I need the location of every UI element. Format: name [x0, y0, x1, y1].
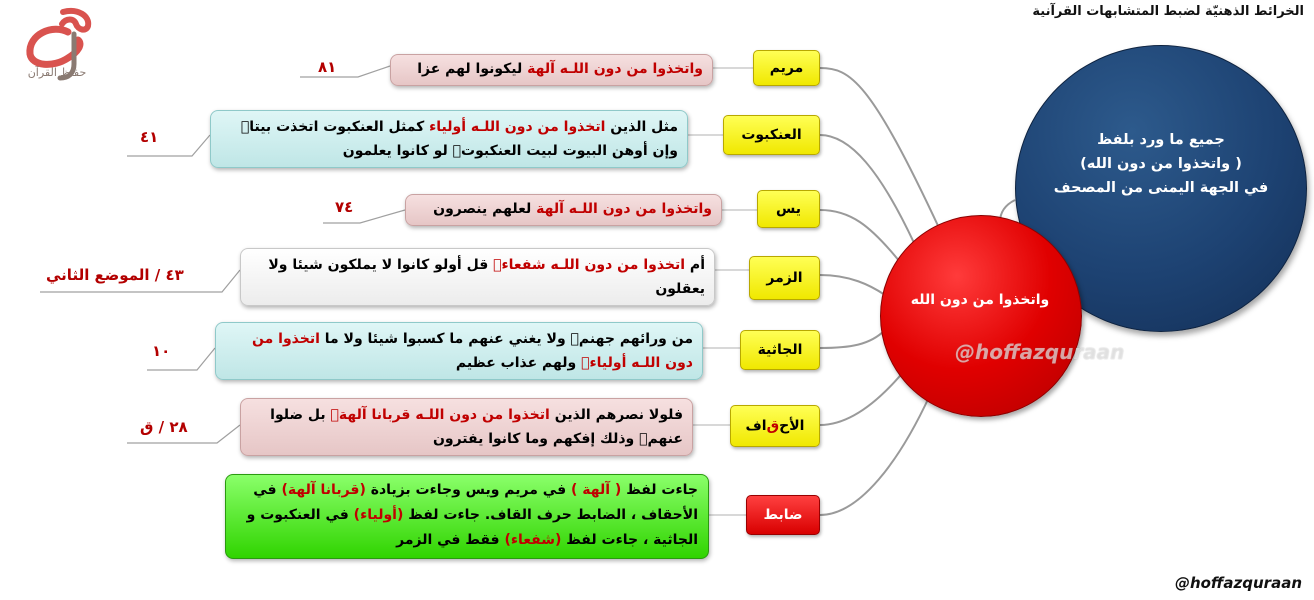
verse-part: أم [685, 257, 705, 273]
verse-part: وذلك إفكهم وما كانوا يفترون [432, 431, 640, 447]
surah-part: الأح [779, 418, 805, 434]
verse-part: ولا يغني عنهم ما كسبوا شيئا ولا ما [319, 331, 571, 347]
verse-part: اتخذوا من دون اللـه قربانا آلهة [330, 407, 550, 423]
verse-part: كمثل العنكبوت اتخذت بيتا [240, 119, 430, 135]
main-topic-line-3: في الجهة اليمنى من المصحف [1053, 180, 1269, 196]
rule-box [225, 474, 709, 559]
surah-label-maryam: مريم [753, 50, 820, 86]
verse-part: اتخذوا من دون اللـه أولياء [429, 119, 606, 135]
surah-label-zumar: الزمر [749, 256, 820, 300]
surah-label-jathiya: الجاثية [740, 330, 820, 370]
rule-part: جاءت لفظ [621, 482, 698, 498]
watermark: @hoffazquraan [955, 340, 1125, 364]
center-node [880, 215, 1082, 417]
verse-box-ahqaf [240, 398, 693, 456]
social-handle: @hoffazquraan [1174, 574, 1302, 592]
rule-part: (شفعاء) [504, 532, 562, 548]
ref-yasin: ٧٤ [335, 198, 354, 216]
verse-part: واتخذوا من دون اللـه آلهة [536, 201, 712, 217]
verse-box-jathiya [215, 322, 703, 380]
verse-part: واتخذوا من دون اللـه آلهة [527, 61, 703, 77]
ref-ahqaf: ٢٨ / ق [140, 418, 188, 436]
main-topic-text [1030, 128, 1292, 200]
verse-part: وإن أوهن البيوت لبيت العنكبوت [452, 143, 678, 159]
center-node-label: واتخذوا من دون الله [910, 292, 1050, 308]
surah-label-ankabut: العنكبوت [723, 115, 820, 155]
main-topic-line-1: جميع ما ورد بلفظ [1097, 132, 1225, 148]
logo-caption: حفاظ القرآن [27, 66, 87, 79]
surah-part: اف [745, 418, 767, 434]
verse-box-maryam [390, 54, 713, 86]
verse-part: مثل الذين [605, 119, 678, 135]
verse-part: لو كانوا يعلمون [342, 143, 453, 159]
rule-part: في مريم ويس وجاءت بزيادة [365, 482, 571, 498]
verse-part: ولهم عذاب عظيم [455, 355, 582, 371]
surah-label-ahqaf [730, 405, 820, 447]
rule-part: ( آلهة ) [571, 482, 622, 498]
rule-part: في العنكبوت و الجاثية ، جاءت لفظ [246, 507, 698, 548]
verse-box-yasin [405, 194, 722, 226]
verse-part: اتخذوا من دون اللـه شفعاء [493, 257, 686, 273]
verse-part: من ورائهم جهنم [570, 331, 693, 347]
surah-part-highlight: ق [766, 418, 780, 434]
rule-part: (قربانا آلهة) [281, 482, 366, 498]
logo-icon [8, 4, 108, 94]
ref-jathiya: ١٠ [152, 342, 171, 360]
verse-part: اتخذوا من دون اللـه أولياء [252, 331, 693, 371]
ref-zumar: ٤٣ / الموضع الثاني [46, 266, 184, 284]
ref-ankabut: ٤١ [140, 128, 159, 146]
verse-part: لعلهم ينصرون [433, 201, 537, 217]
verse-part: ليكونوا لهم عزا [417, 61, 528, 77]
page-title: الخرائط الذهنيّة لضبط المتشابهات القرآنية [1032, 4, 1304, 19]
verse-part: قل أولو كانوا لا يملكون شيئا ولا يعقلون [268, 257, 705, 297]
ref-maryam: ٨١ [318, 58, 337, 76]
rule-part: فقط في الزمر [396, 532, 505, 548]
rule-part: (أولياء) [353, 507, 404, 523]
surah-label-yasin: يس [757, 190, 820, 228]
main-topic-line-2: ( واتخذوا من دون الله) [1080, 156, 1242, 172]
verse-box-zumar [240, 248, 715, 306]
verse-box-ankabut [210, 110, 688, 168]
verse-part: فلولا نصرهم الذين [549, 407, 683, 423]
verse-part: بل ضلوا عنهم [270, 407, 683, 447]
rule-part: في الأحقاف ، الضابط حرف القاف. جاءت لفظ [253, 482, 698, 523]
rule-label: ضابط [746, 495, 820, 535]
